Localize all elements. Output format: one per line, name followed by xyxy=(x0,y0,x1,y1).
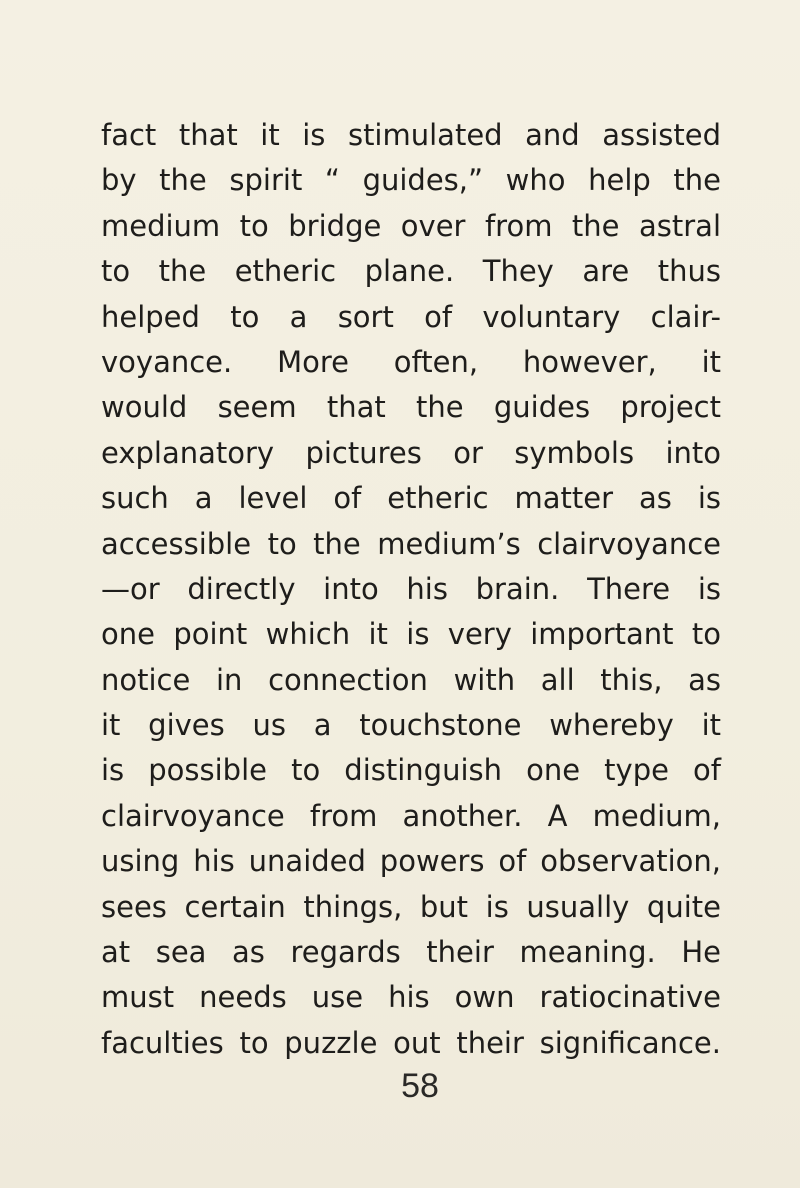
text-line: fact that it is stimulated and assisted xyxy=(101,118,721,152)
text-line: at sea as regards their meaning. He xyxy=(101,935,721,970)
text-line: medium to bridge over from the astral xyxy=(101,208,721,243)
page-number: 58 xyxy=(401,1067,439,1105)
text-line: voyance. More often, however, it xyxy=(101,344,721,379)
body-text xyxy=(101,113,721,1066)
text-line: one point which it is very important to xyxy=(101,617,721,652)
text-line: accessible to the medium’s clairvoyance xyxy=(101,526,721,561)
text-line: faculties to puzzle out their significance. xyxy=(101,1025,721,1060)
text-line: is possible to distinguish one type of xyxy=(101,753,721,788)
text-line: must needs use his own ratiocinative xyxy=(101,980,721,1015)
text-line: would seem that the guides project xyxy=(101,390,721,425)
text-line: sees certain things, but is usually quite xyxy=(101,889,721,924)
text-line: explanatory pictures or symbols into xyxy=(101,435,721,470)
text-line: —or directly into his brain. There is xyxy=(101,571,721,606)
text-line: using his unaided powers of observation, xyxy=(101,844,721,879)
text-line: helped to a sort of voluntary clair- xyxy=(101,299,721,334)
text-line: it gives us a touchstone whereby it xyxy=(101,708,721,743)
text-line: such a level of etheric matter as is xyxy=(101,481,721,516)
text-line: clairvoyance from another. A medium, xyxy=(101,798,721,833)
text-line: to the etheric plane. They are thus xyxy=(101,254,721,289)
text-line: notice in connection with all this, as xyxy=(101,662,721,697)
text-line: by the spirit “ guides,” who help the xyxy=(101,163,721,198)
